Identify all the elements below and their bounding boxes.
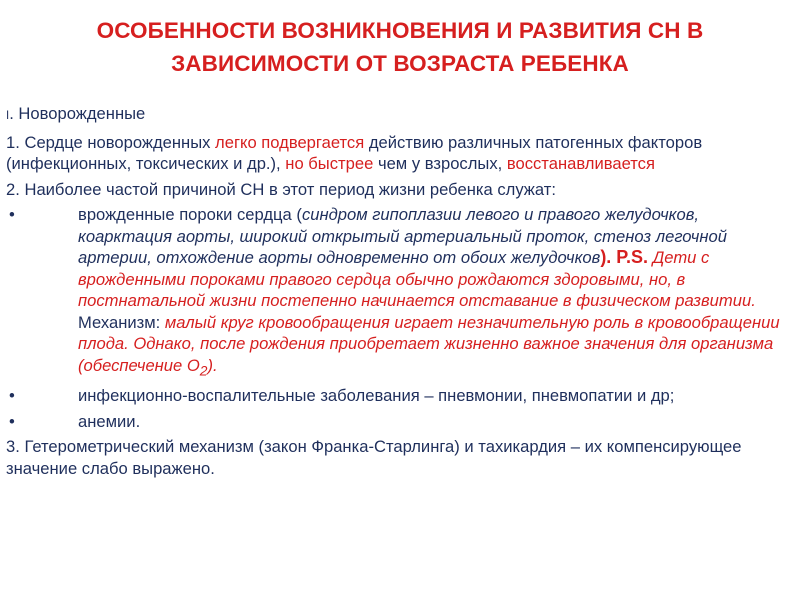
bullet-dot: • bbox=[9, 205, 15, 224]
bullet-dot: • bbox=[9, 411, 15, 431]
bullet-1-end: ). bbox=[207, 355, 218, 375]
bullet-dot: • bbox=[9, 386, 15, 406]
item-1-highlight-easily: легко подвергается bbox=[215, 132, 365, 152]
item-1-text-e: чем у взрослых, bbox=[373, 154, 507, 173]
slide-body bbox=[6, 103, 792, 483]
item-1-highlight-faster: но быстрее bbox=[285, 154, 374, 173]
bullet-congenital-defects bbox=[6, 204, 792, 381]
bullet-1-ps-label: ). P.S. bbox=[600, 247, 649, 267]
item-2 bbox=[6, 179, 792, 201]
item-3 bbox=[6, 436, 792, 479]
section-heading-text: . Новорожденные bbox=[9, 104, 146, 123]
bullet-3-text: анемии. bbox=[78, 411, 141, 431]
item-1-highlight-recovers: восстанавливается bbox=[506, 154, 655, 173]
bullet-1-text-a: врожденные пороки сердца ( bbox=[78, 205, 302, 224]
bullet-1-ps-text: Дети с врожденными пороками правого сердца обычно рождаются здоровыми, но, в постнатальной жизни постепенно начинается отставание в физическом развитии. bbox=[78, 248, 756, 310]
section-heading bbox=[6, 103, 792, 128]
item-1-text-a: Сердце новорожденных bbox=[19, 132, 216, 152]
bullet-1-subscript: 2 bbox=[199, 361, 208, 378]
section-roman: I bbox=[6, 110, 10, 122]
item-1 bbox=[6, 132, 792, 175]
bullet-1-mechanism-label: Механизм: bbox=[78, 312, 165, 332]
title-line-1: ОСОБЕННОСТИ ВОЗНИКНОВЕНИЯ И РАЗВИТИЯ СН В bbox=[96, 18, 704, 43]
bullet-1-defects-list: синдром гипоплазии левого и правого желудочков, коарктация аорты, широкий открытый артериальный проток, стеноз легочной артерии, отхождение аорты одновременно от обоих желудочков bbox=[78, 205, 727, 267]
item-2-num: 2. bbox=[6, 179, 20, 199]
bullet-infections bbox=[6, 385, 792, 407]
bullet-anemia bbox=[6, 411, 792, 433]
bullet-2-text: инфекционно-воспалительные заболевания – пневмонии, пневмопатии и др; bbox=[78, 386, 675, 406]
item-2-text: Наиболее частой причиной СН в этот период жизни ребенка служат: bbox=[19, 179, 556, 199]
title-line-2: ЗАВИСИМОСТИ ОТ ВОЗРАСТА РЕБЕНКА bbox=[171, 51, 629, 76]
item-1-text-c: действию различных патогенных факторов (инфекционных, токсических и др.), bbox=[6, 132, 703, 173]
item-3-num: 3. bbox=[6, 437, 20, 457]
item-1-num: 1. bbox=[6, 132, 20, 152]
slide-title bbox=[14, 14, 786, 80]
item-3-text: Гетерометрический механизм (закон Франка-Старлинга) и тахикардия – их компенсирующее значение слабо выражено. bbox=[6, 437, 742, 478]
bullet-1-mechanism-text: малый круг кровообращения играет незначительную роль в кровообращении плода. Однако, после рождения приобретает жизненно важное значения для организма (обеспечение О bbox=[78, 312, 780, 375]
